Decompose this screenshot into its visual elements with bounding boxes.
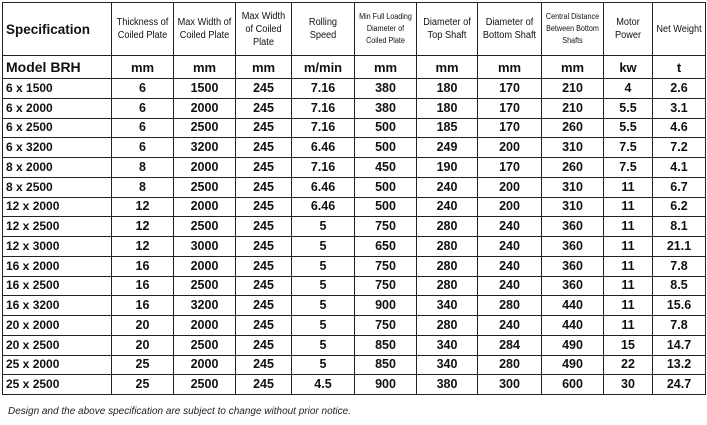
cell-bottom-shaft: 280: [478, 355, 542, 375]
cell-top-shaft: 240: [417, 177, 478, 197]
cell-max-width-1: 2000: [174, 158, 236, 178]
cell-net-weight: 6.2: [653, 197, 706, 217]
cell-motor-power: 4: [604, 79, 653, 99]
cell-central-distance: 210: [542, 79, 604, 99]
specification-sheet: [2, 2, 705, 395]
cell-net-weight: 3.1: [653, 98, 706, 118]
cell-top-shaft: 185: [417, 118, 478, 138]
cell-rolling-speed: 5: [292, 217, 355, 237]
header-bottom-shaft-label: Diameter of Bottom Shaft: [482, 17, 537, 41]
cell-thickness: 20: [112, 335, 174, 355]
cell-top-shaft: 180: [417, 79, 478, 99]
cell-max-width-2: 245: [236, 158, 292, 178]
cell-thickness: 12: [112, 197, 174, 217]
header-thickness-label: Thickness of Coiled Plate: [116, 17, 169, 41]
cell-rolling-speed: 5: [292, 276, 355, 296]
unit-top-shaft: mm: [417, 56, 478, 79]
header-bottom-shaft: [478, 3, 542, 56]
cell-rolling-speed: 5: [292, 256, 355, 276]
cell-rolling-speed: 5: [292, 237, 355, 257]
cell-max-width-1: 2000: [174, 197, 236, 217]
cell-top-shaft: 180: [417, 98, 478, 118]
table-row: [3, 158, 706, 178]
cell-net-weight: 7.8: [653, 256, 706, 276]
header-max-width-1: [174, 3, 236, 56]
cell-min-diameter: 900: [355, 296, 417, 316]
table-row: [3, 79, 706, 99]
unit-net-weight: t: [653, 56, 706, 79]
cell-bottom-shaft: 240: [478, 276, 542, 296]
cell-top-shaft: 240: [417, 197, 478, 217]
cell-spec: 8 x 2000: [3, 158, 112, 178]
cell-rolling-speed: 6.46: [292, 197, 355, 217]
header-thickness: [112, 3, 174, 56]
cell-bottom-shaft: 170: [478, 158, 542, 178]
cell-central-distance: 310: [542, 197, 604, 217]
cell-max-width-2: 245: [236, 177, 292, 197]
cell-central-distance: 440: [542, 316, 604, 336]
cell-thickness: 20: [112, 316, 174, 336]
cell-max-width-1: 3200: [174, 138, 236, 158]
unit-max-width-2: mm: [236, 56, 292, 79]
cell-top-shaft: 280: [417, 237, 478, 257]
cell-bottom-shaft: 200: [478, 138, 542, 158]
cell-min-diameter: 850: [355, 335, 417, 355]
cell-bottom-shaft: 170: [478, 79, 542, 99]
cell-max-width-1: 2000: [174, 316, 236, 336]
cell-spec: 12 x 2000: [3, 197, 112, 217]
cell-thickness: 6: [112, 79, 174, 99]
cell-max-width-2: 245: [236, 98, 292, 118]
cell-thickness: 16: [112, 256, 174, 276]
header-rolling-speed: [292, 3, 355, 56]
cell-motor-power: 11: [604, 316, 653, 336]
header-max-width-2: [236, 3, 292, 56]
cell-min-diameter: 380: [355, 79, 417, 99]
unit-bottom-shaft: mm: [478, 56, 542, 79]
cell-thickness: 16: [112, 276, 174, 296]
cell-motor-power: 11: [604, 177, 653, 197]
cell-motor-power: 22: [604, 355, 653, 375]
cell-min-diameter: 500: [355, 197, 417, 217]
cell-spec: 16 x 2000: [3, 256, 112, 276]
header-specification: Specification: [3, 3, 112, 56]
cell-thickness: 8: [112, 177, 174, 197]
unit-model: Model BRH: [3, 56, 112, 79]
cell-max-width-1: 2000: [174, 256, 236, 276]
cell-central-distance: 360: [542, 276, 604, 296]
cell-thickness: 6: [112, 138, 174, 158]
cell-net-weight: 15.6: [653, 296, 706, 316]
table-row: [3, 138, 706, 158]
cell-motor-power: 5.5: [604, 98, 653, 118]
cell-max-width-2: 245: [236, 138, 292, 158]
cell-rolling-speed: 6.46: [292, 138, 355, 158]
table-row: [3, 355, 706, 375]
cell-spec: 6 x 1500: [3, 79, 112, 99]
cell-motor-power: 11: [604, 237, 653, 257]
table-row: [3, 197, 706, 217]
cell-motor-power: 11: [604, 276, 653, 296]
cell-thickness: 6: [112, 98, 174, 118]
table-row: [3, 256, 706, 276]
cell-net-weight: 7.2: [653, 138, 706, 158]
cell-max-width-1: 2500: [174, 217, 236, 237]
table-row: [3, 296, 706, 316]
cell-top-shaft: 190: [417, 158, 478, 178]
cell-top-shaft: 380: [417, 375, 478, 395]
cell-bottom-shaft: 284: [478, 335, 542, 355]
cell-bottom-shaft: 170: [478, 98, 542, 118]
cell-spec: 20 x 2000: [3, 316, 112, 336]
cell-bottom-shaft: 170: [478, 118, 542, 138]
cell-spec: 6 x 3200: [3, 138, 112, 158]
cell-max-width-2: 245: [236, 217, 292, 237]
cell-min-diameter: 900: [355, 375, 417, 395]
cell-net-weight: 7.8: [653, 316, 706, 336]
cell-min-diameter: 750: [355, 217, 417, 237]
cell-max-width-1: 2000: [174, 98, 236, 118]
specification-table: [2, 2, 706, 395]
cell-max-width-1: 3000: [174, 237, 236, 257]
cell-min-diameter: 750: [355, 316, 417, 336]
cell-rolling-speed: 5: [292, 335, 355, 355]
cell-bottom-shaft: 240: [478, 316, 542, 336]
cell-min-diameter: 500: [355, 177, 417, 197]
cell-bottom-shaft: 280: [478, 296, 542, 316]
cell-min-diameter: 650: [355, 237, 417, 257]
cell-rolling-speed: 6.46: [292, 177, 355, 197]
cell-max-width-1: 2000: [174, 355, 236, 375]
cell-max-width-2: 245: [236, 197, 292, 217]
header-central-distance: [542, 3, 604, 56]
header-top-shaft: [417, 3, 478, 56]
cell-bottom-shaft: 240: [478, 256, 542, 276]
cell-central-distance: 210: [542, 98, 604, 118]
cell-spec: 8 x 2500: [3, 177, 112, 197]
cell-top-shaft: 249: [417, 138, 478, 158]
cell-net-weight: 14.7: [653, 335, 706, 355]
cell-thickness: 12: [112, 217, 174, 237]
cell-top-shaft: 280: [417, 217, 478, 237]
cell-central-distance: 440: [542, 296, 604, 316]
table-row: [3, 276, 706, 296]
cell-min-diameter: 500: [355, 118, 417, 138]
cell-motor-power: 7.5: [604, 138, 653, 158]
cell-thickness: 25: [112, 355, 174, 375]
data-rows: [3, 79, 706, 395]
unit-row: [3, 56, 706, 79]
cell-bottom-shaft: 240: [478, 217, 542, 237]
unit-central-distance: mm: [542, 56, 604, 79]
cell-top-shaft: 340: [417, 355, 478, 375]
header-net-weight: [653, 3, 706, 56]
cell-motor-power: 11: [604, 256, 653, 276]
table-row: [3, 375, 706, 395]
cell-max-width-1: 2500: [174, 335, 236, 355]
cell-net-weight: 8.5: [653, 276, 706, 296]
cell-min-diameter: 500: [355, 138, 417, 158]
cell-rolling-speed: 5: [292, 296, 355, 316]
cell-max-width-2: 245: [236, 296, 292, 316]
table-row: [3, 98, 706, 118]
cell-central-distance: 360: [542, 217, 604, 237]
cell-net-weight: 8.1: [653, 217, 706, 237]
cell-top-shaft: 280: [417, 256, 478, 276]
cell-motor-power: 15: [604, 335, 653, 355]
header-row: [3, 3, 706, 56]
cell-thickness: 25: [112, 375, 174, 395]
cell-net-weight: 4.1: [653, 158, 706, 178]
unit-min-diameter: mm: [355, 56, 417, 79]
cell-spec: 6 x 2500: [3, 118, 112, 138]
cell-motor-power: 11: [604, 197, 653, 217]
cell-rolling-speed: 7.16: [292, 158, 355, 178]
cell-spec: 12 x 3000: [3, 237, 112, 257]
cell-central-distance: 310: [542, 177, 604, 197]
footnote: Design and the above specification are subject to change without prior notice.: [8, 406, 351, 417]
unit-motor-power: kw: [604, 56, 653, 79]
cell-min-diameter: 750: [355, 256, 417, 276]
header-rolling-speed-label: Rolling Speed: [308, 17, 338, 41]
cell-central-distance: 260: [542, 118, 604, 138]
cell-max-width-2: 245: [236, 375, 292, 395]
cell-rolling-speed: 5: [292, 355, 355, 375]
cell-rolling-speed: 7.16: [292, 79, 355, 99]
cell-net-weight: 4.6: [653, 118, 706, 138]
cell-rolling-speed: 4.5: [292, 375, 355, 395]
cell-central-distance: 490: [542, 355, 604, 375]
cell-max-width-2: 245: [236, 79, 292, 99]
cell-max-width-1: 2500: [174, 375, 236, 395]
cell-max-width-1: 2500: [174, 276, 236, 296]
unit-rolling-speed: m/min: [292, 56, 355, 79]
table-row: [3, 237, 706, 257]
cell-central-distance: 360: [542, 237, 604, 257]
cell-net-weight: 6.7: [653, 177, 706, 197]
cell-net-weight: 2.6: [653, 79, 706, 99]
cell-top-shaft: 280: [417, 276, 478, 296]
cell-spec: 16 x 3200: [3, 296, 112, 316]
cell-thickness: 16: [112, 296, 174, 316]
unit-thickness: mm: [112, 56, 174, 79]
cell-central-distance: 600: [542, 375, 604, 395]
cell-max-width-1: 3200: [174, 296, 236, 316]
header-central-distance-label: Central Distance Between Bottom Shafts: [545, 12, 600, 45]
cell-bottom-shaft: 300: [478, 375, 542, 395]
cell-spec: 25 x 2500: [3, 375, 112, 395]
header-min-diameter-label: Min Full Loading Diameter of Coiled Plate: [359, 12, 412, 45]
cell-motor-power: 30: [604, 375, 653, 395]
header-motor-power: [604, 3, 653, 56]
header-max-width-2-label: Max Width of Coiled Plate: [241, 10, 286, 48]
cell-thickness: 6: [112, 118, 174, 138]
header-max-width-1-label: Max Width of Coiled Plate: [177, 17, 232, 41]
cell-rolling-speed: 7.16: [292, 118, 355, 138]
cell-min-diameter: 850: [355, 355, 417, 375]
cell-net-weight: 21.1: [653, 237, 706, 257]
header-top-shaft-label: Diameter of Top Shaft: [423, 17, 471, 41]
cell-max-width-2: 245: [236, 335, 292, 355]
cell-spec: 25 x 2000: [3, 355, 112, 375]
cell-min-diameter: 380: [355, 98, 417, 118]
cell-max-width-2: 245: [236, 256, 292, 276]
cell-net-weight: 13.2: [653, 355, 706, 375]
cell-rolling-speed: 5: [292, 316, 355, 336]
cell-motor-power: 11: [604, 296, 653, 316]
cell-rolling-speed: 7.16: [292, 98, 355, 118]
table-row: [3, 335, 706, 355]
cell-max-width-2: 245: [236, 316, 292, 336]
cell-max-width-1: 1500: [174, 79, 236, 99]
cell-min-diameter: 750: [355, 276, 417, 296]
cell-spec: 16 x 2500: [3, 276, 112, 296]
unit-max-width-1: mm: [174, 56, 236, 79]
cell-max-width-1: 2500: [174, 118, 236, 138]
cell-spec: 20 x 2500: [3, 335, 112, 355]
cell-motor-power: 5.5: [604, 118, 653, 138]
cell-bottom-shaft: 200: [478, 177, 542, 197]
header-motor-power-label: Motor Power: [614, 17, 642, 41]
cell-central-distance: 260: [542, 158, 604, 178]
table-row: [3, 217, 706, 237]
cell-thickness: 12: [112, 237, 174, 257]
cell-net-weight: 24.7: [653, 375, 706, 395]
cell-top-shaft: 340: [417, 335, 478, 355]
table-row: [3, 177, 706, 197]
cell-spec: 6 x 2000: [3, 98, 112, 118]
cell-motor-power: 7.5: [604, 158, 653, 178]
cell-bottom-shaft: 200: [478, 197, 542, 217]
table-row: [3, 118, 706, 138]
cell-max-width-2: 245: [236, 237, 292, 257]
cell-top-shaft: 280: [417, 316, 478, 336]
header-net-weight-label: Net Weight: [656, 23, 702, 35]
cell-max-width-2: 245: [236, 276, 292, 296]
cell-thickness: 8: [112, 158, 174, 178]
cell-central-distance: 490: [542, 335, 604, 355]
cell-central-distance: 360: [542, 256, 604, 276]
cell-central-distance: 310: [542, 138, 604, 158]
cell-bottom-shaft: 240: [478, 237, 542, 257]
header-min-diameter: [355, 3, 417, 56]
cell-max-width-2: 245: [236, 118, 292, 138]
cell-top-shaft: 340: [417, 296, 478, 316]
cell-spec: 12 x 2500: [3, 217, 112, 237]
cell-max-width-1: 2500: [174, 177, 236, 197]
table-row: [3, 316, 706, 336]
cell-max-width-2: 245: [236, 355, 292, 375]
cell-motor-power: 11: [604, 217, 653, 237]
cell-min-diameter: 450: [355, 158, 417, 178]
